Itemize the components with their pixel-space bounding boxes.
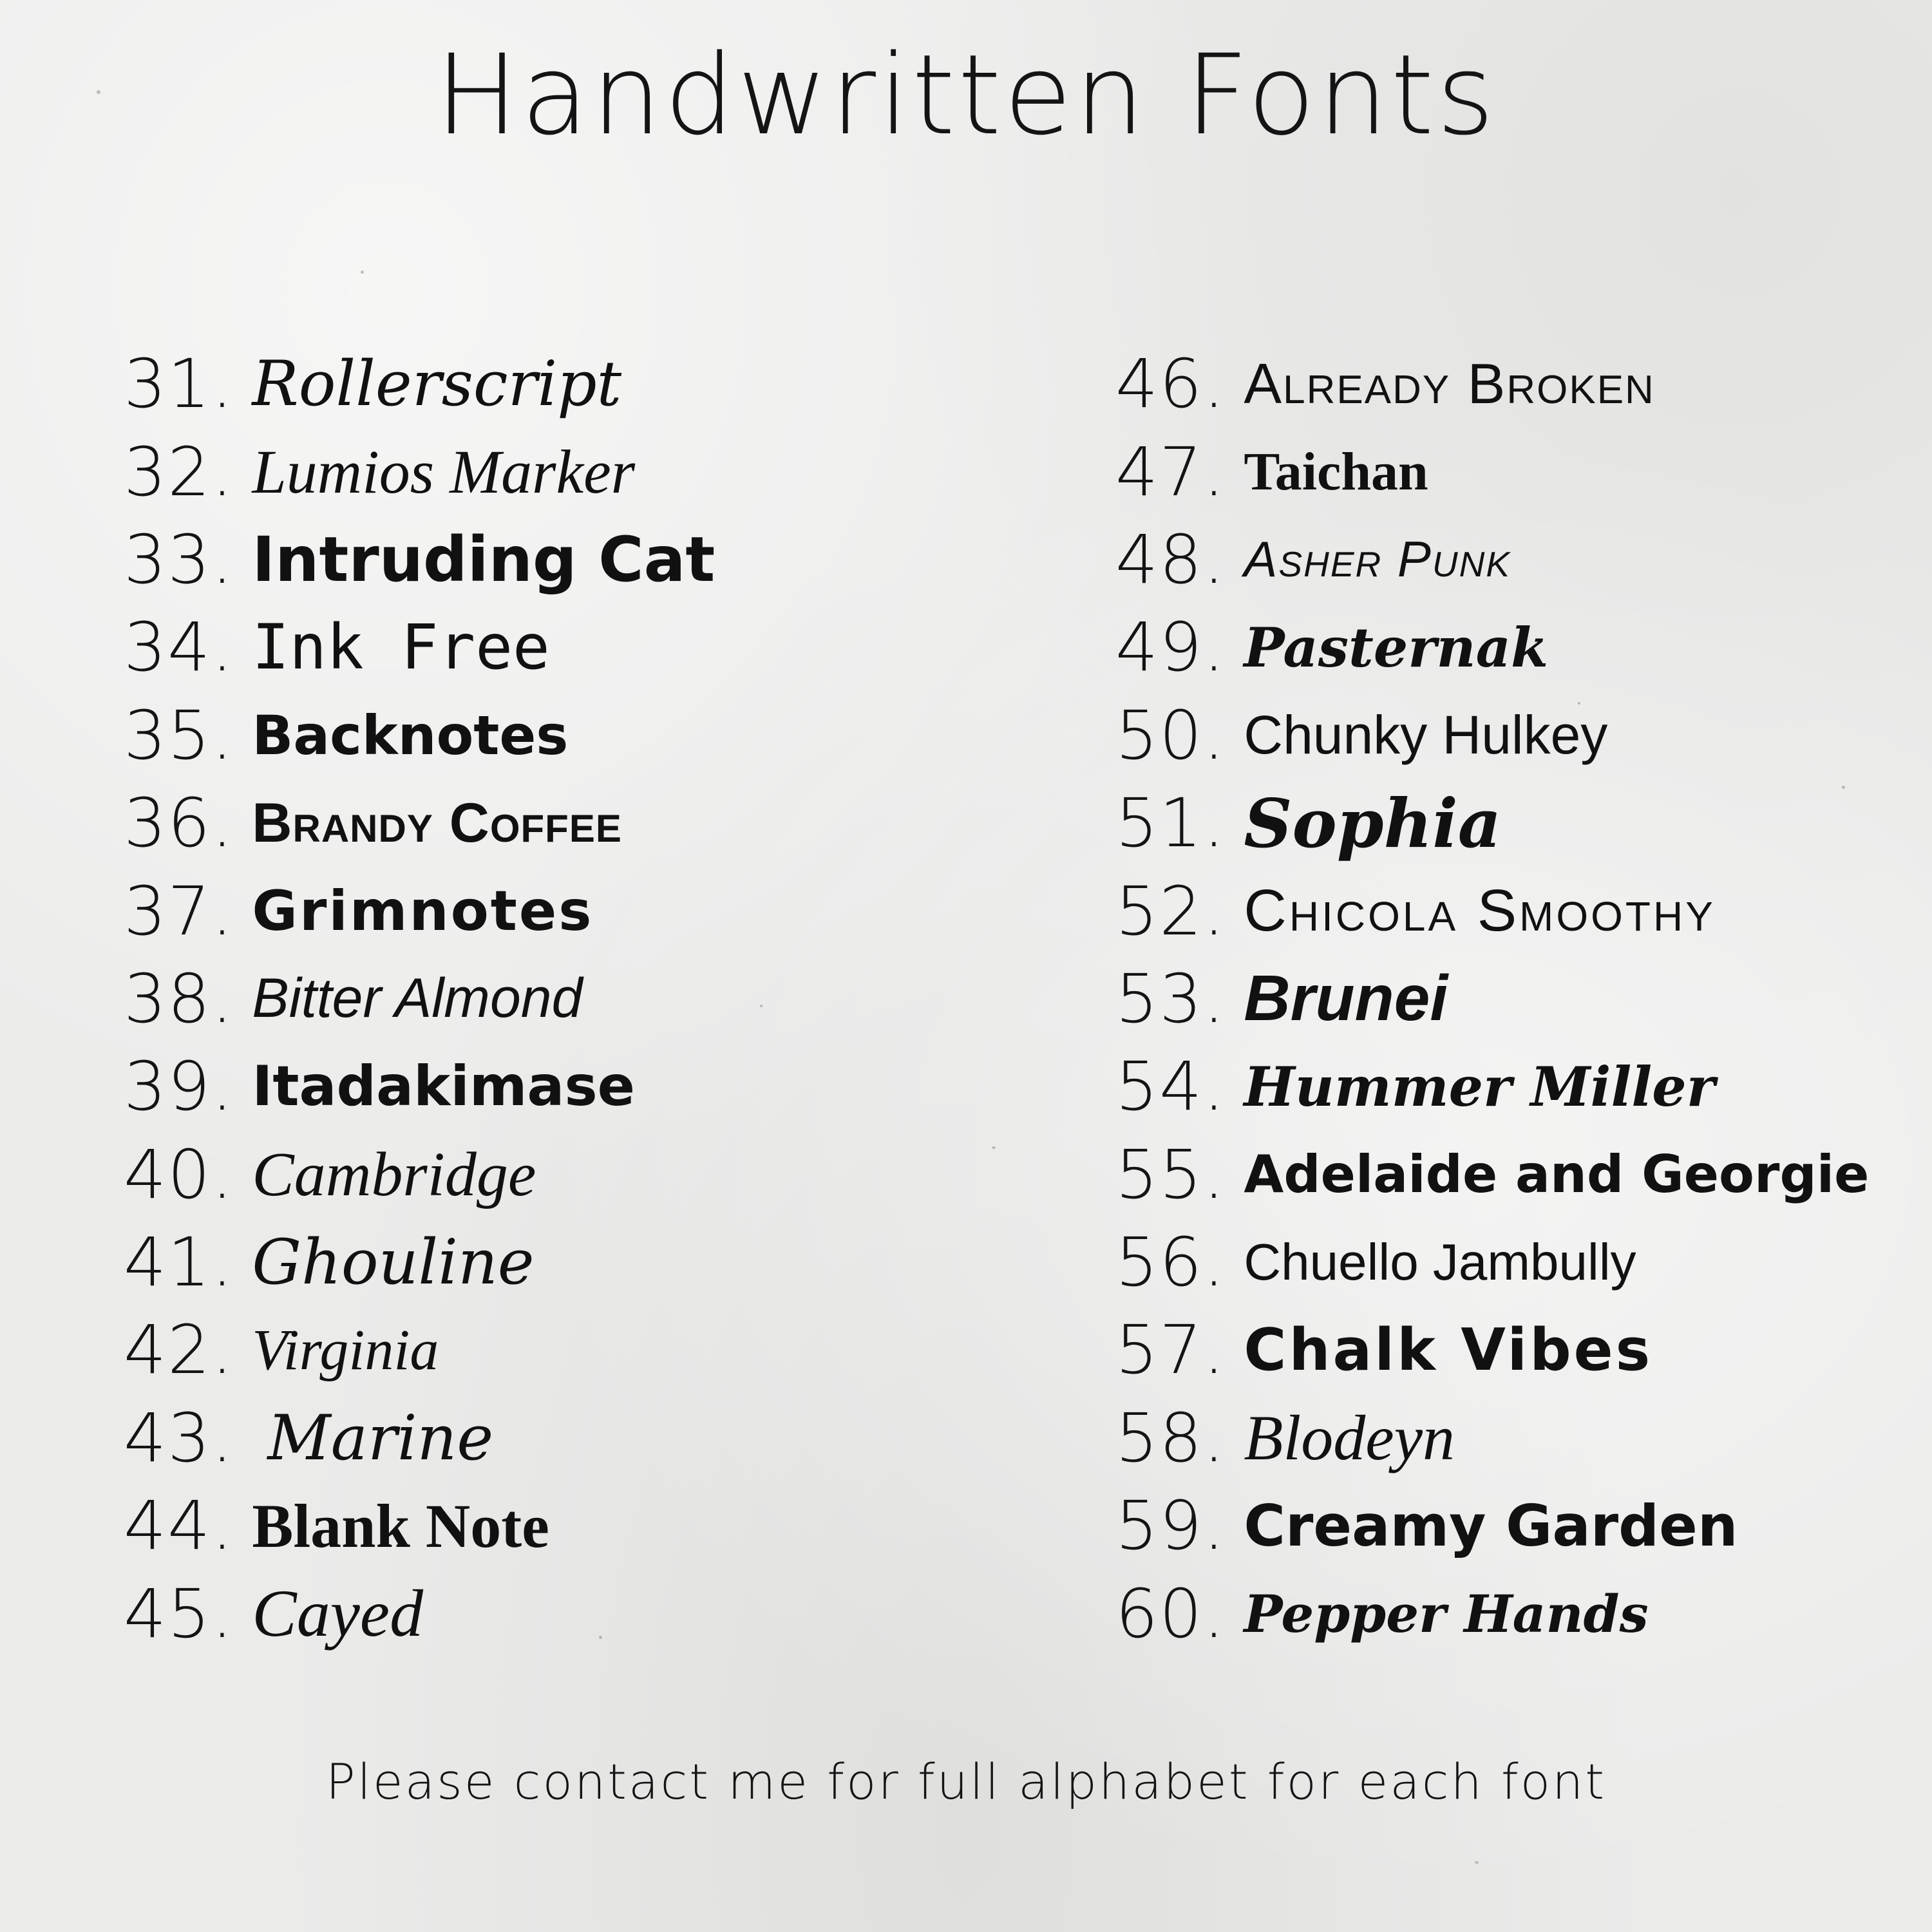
font-name: Cambridge	[252, 1139, 536, 1209]
font-name: Virginia	[252, 1318, 439, 1382]
font-name: Pepper Hands	[1244, 1583, 1649, 1644]
font-number: 50.	[1115, 696, 1226, 775]
font-list-item	[124, 428, 715, 515]
font-name: Rollerscript	[252, 348, 622, 421]
font-name: Lumios Marker	[252, 437, 636, 507]
paper-speck	[760, 1005, 762, 1007]
font-number: 33.	[124, 520, 234, 599]
font-list-item	[124, 1043, 715, 1130]
font-name: Marine	[267, 1401, 494, 1474]
paper-speck	[361, 270, 364, 274]
font-list-item	[1115, 867, 1869, 954]
font-list-item	[1115, 428, 1869, 515]
font-list-item	[124, 516, 715, 603]
font-name: Cayed	[252, 1577, 424, 1651]
font-number: 36.	[124, 784, 234, 863]
font-list-item	[1115, 692, 1869, 779]
font-list-item	[1115, 1131, 1869, 1218]
font-number: 56.	[1115, 1223, 1226, 1302]
paper-speck	[1475, 1861, 1479, 1864]
font-list-item	[124, 955, 715, 1043]
font-name: Already Broken	[1244, 352, 1655, 416]
font-number: 52.	[1115, 871, 1226, 951]
font-list-item	[124, 1131, 715, 1218]
font-list-left	[124, 340, 715, 1658]
font-name: Chicola Smoothy	[1244, 878, 1716, 944]
font-name: Intruding Cat	[252, 523, 715, 596]
font-list-item	[124, 867, 715, 954]
font-name: Pasternak	[1244, 615, 1549, 679]
font-list-item	[1115, 1306, 1869, 1394]
font-list-item	[124, 692, 715, 779]
font-name: Hummer Miller	[1244, 1054, 1715, 1119]
font-list-item	[1115, 1569, 1869, 1657]
font-name: Brandy Coffee	[252, 791, 622, 854]
font-number: 41.	[124, 1223, 234, 1302]
font-list-item	[124, 779, 715, 867]
font-list-item	[124, 1218, 715, 1306]
font-number: 35.	[124, 696, 234, 775]
font-list-item	[1115, 1218, 1869, 1306]
font-number: 40.	[124, 1135, 234, 1214]
font-number: 38.	[124, 959, 234, 1038]
font-name: Brunei	[1244, 962, 1448, 1035]
font-name: Adelaide and Georgie	[1244, 1144, 1870, 1205]
paper-speck	[992, 1146, 996, 1149]
font-list-item	[124, 1306, 715, 1394]
font-list-item	[124, 1569, 715, 1657]
font-list-item	[124, 340, 715, 428]
font-name: Ghouline	[252, 1226, 535, 1299]
font-number: 37.	[124, 871, 234, 951]
font-name: Bitter Almond	[252, 967, 583, 1030]
font-list-item	[1115, 955, 1869, 1043]
font-name: Itadakimase	[252, 1054, 635, 1119]
font-number: 51.	[1115, 784, 1226, 863]
font-name: Blodeyn	[1244, 1402, 1455, 1474]
font-list-item	[1115, 779, 1869, 867]
font-name: Sophia	[1244, 783, 1502, 863]
font-number: 59.	[1115, 1486, 1226, 1566]
page-title: Handwritten Fonts	[435, 30, 1497, 160]
font-number: 44.	[124, 1486, 234, 1566]
font-name: Chuello Jambully	[1244, 1233, 1636, 1291]
font-name: Creamy Garden	[1244, 1492, 1738, 1559]
font-number: 57.	[1115, 1311, 1226, 1390]
font-number: 47.	[1115, 432, 1226, 511]
font-number: 49.	[1115, 608, 1226, 687]
font-list-item	[1115, 1482, 1869, 1569]
font-number: 42.	[124, 1311, 234, 1390]
font-name: Backnotes	[252, 703, 569, 767]
font-name: Grimnotes	[252, 878, 594, 943]
font-number: 31.	[124, 345, 234, 424]
font-name: Taichan	[1244, 442, 1428, 502]
font-number: 39.	[124, 1047, 234, 1126]
font-number: 53.	[1115, 959, 1226, 1038]
font-list-right	[1115, 340, 1869, 1658]
font-number: 45.	[124, 1574, 234, 1653]
font-list-item	[1115, 1043, 1869, 1130]
font-number: 58.	[1115, 1398, 1226, 1477]
font-list-item	[1115, 516, 1869, 603]
font-number: 43.	[124, 1398, 234, 1477]
font-name: Blank Note	[252, 1491, 549, 1560]
font-name: Asher Punk	[1244, 531, 1511, 588]
font-list-item	[124, 1394, 715, 1482]
font-number: 55.	[1115, 1135, 1226, 1214]
font-number: 46.	[1115, 345, 1226, 424]
font-name: Chalk Vibes	[1244, 1316, 1653, 1384]
font-number: 32.	[124, 432, 234, 511]
font-list-item	[1115, 340, 1869, 428]
font-list-item	[124, 1482, 715, 1569]
font-number: 54.	[1115, 1047, 1226, 1126]
font-list-item	[124, 603, 715, 691]
font-list-item	[1115, 603, 1869, 691]
contact-note: Please contact me for full alphabet for each font	[325, 1753, 1607, 1810]
font-number: 34.	[124, 608, 234, 687]
font-name: Chunky Hulkey	[1244, 705, 1608, 766]
font-name: Ink Free	[252, 611, 550, 684]
font-number: 60.	[1115, 1574, 1226, 1653]
font-list-item	[1115, 1394, 1869, 1482]
font-number: 48.	[1115, 520, 1226, 599]
